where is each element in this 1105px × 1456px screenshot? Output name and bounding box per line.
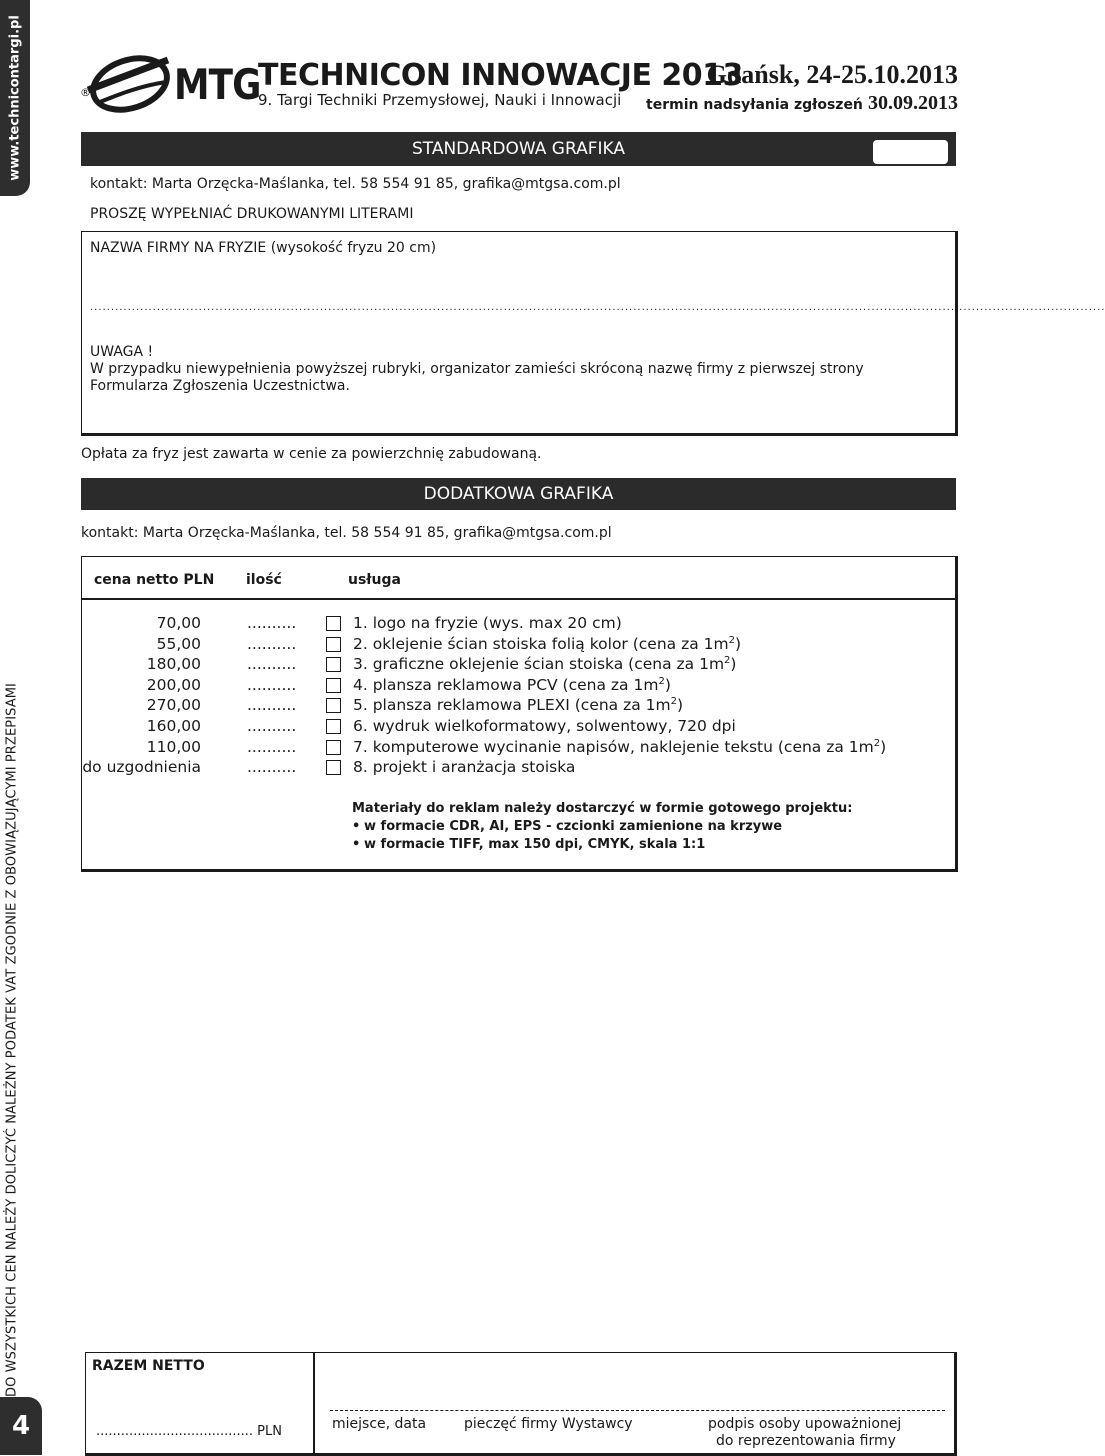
- service-checkbox[interactable]: [326, 719, 341, 734]
- service-price: 160,00: [146, 717, 201, 735]
- service-text: 7. komputerowe wycinanie napisów, naklejenie tekstu (cena za 1m: [353, 737, 874, 756]
- registered-mark: ®: [80, 86, 91, 99]
- service-price: 180,00: [146, 655, 201, 674]
- col-price-header: cena netto PLN: [94, 572, 215, 588]
- additional-contact: kontakt: Marta Orzęcka-Maślanka, tel. 58 554 91 85, grafika@mtgsa.com.pl: [81, 525, 612, 541]
- service-checkbox[interactable]: [326, 698, 341, 713]
- service-label: [353, 738, 886, 756]
- mtg-logo-icon: [80, 52, 172, 116]
- service-checkbox[interactable]: [326, 760, 341, 775]
- service-checkbox[interactable]: [326, 616, 341, 631]
- service-text: 3. graficzne oklejenie ścian stoiska (cena za 1m: [353, 655, 725, 674]
- vat-note: DO WSZYSTKICH CEN NALEŻY DOLICZYĆ NALEŻNY PODATEK VAT ZGODNIE Z OBOWIĄZUJĄCYMI PRZEPISAMI: [4, 683, 20, 1397]
- service-unit-exponent: 2: [728, 634, 735, 646]
- service-text: 4. plansza reklamowa PCV (cena za 1m: [353, 675, 659, 694]
- event-title: TECHNICON INNOWACJE 2013: [258, 58, 743, 93]
- service-row: [81, 614, 941, 635]
- service-text: 1. logo na fryzie (wys. max 20 cm): [353, 614, 622, 632]
- service-qty-field[interactable]: ..........: [247, 758, 297, 777]
- service-row: [81, 635, 941, 656]
- section-bar-additional: [81, 478, 956, 510]
- event-subtitle: 9. Targi Techniki Przemysłowej, Nauki i Innowacji: [258, 91, 622, 109]
- service-price: 270,00: [146, 696, 201, 715]
- section-bar-standard: [81, 132, 956, 166]
- service-text-tail: ): [730, 655, 737, 674]
- total-field[interactable]: ...................................... PLN: [96, 1424, 282, 1439]
- warning-line-2: Formularza Zgłoszenia Uczestnictwa.: [90, 378, 350, 394]
- materials-item: • w formacie TIFF, max 150 dpi, CMYK, skala 1:1: [352, 836, 852, 854]
- col-qty-header: ilość: [246, 572, 282, 588]
- service-checkbox[interactable]: [326, 637, 341, 652]
- section-title-standard: STANDARDOWA GRAFIKA: [411, 139, 625, 159]
- service-checkbox[interactable]: [326, 678, 341, 693]
- service-checkbox[interactable]: [326, 740, 341, 755]
- service-label: [353, 676, 671, 694]
- service-qty-field[interactable]: ..........: [247, 655, 297, 674]
- service-unit-exponent: 2: [658, 675, 665, 687]
- service-qty-field[interactable]: ..........: [247, 696, 297, 715]
- service-checkbox[interactable]: [326, 657, 341, 672]
- service-qty-field[interactable]: ..........: [247, 634, 297, 653]
- service-row: [81, 696, 941, 717]
- company-name-box[interactable]: [81, 231, 1105, 436]
- summary-divider: [313, 1352, 315, 1453]
- service-label: [353, 655, 736, 673]
- signature-line: [330, 1410, 945, 1411]
- service-qty-field[interactable]: ..........: [247, 675, 297, 694]
- service-unit-exponent: 2: [670, 696, 677, 708]
- stamp-label: pieczęć firmy Wystawcy: [464, 1416, 633, 1432]
- materials-note: [352, 800, 852, 854]
- service-row: [81, 758, 941, 779]
- service-label: [353, 717, 736, 735]
- services-header-divider: [81, 598, 957, 600]
- service-label: [353, 758, 575, 776]
- fee-note: Opłata za fryz jest zawarta w cenie za powierzchnię zabudowaną.: [81, 446, 542, 462]
- service-unit-exponent: 2: [724, 655, 731, 667]
- logo-text: MTG: [174, 60, 261, 109]
- company-name-field[interactable]: ...................................................................................................................................................................................................................................................: [90, 302, 1105, 313]
- service-text-tail: ): [664, 675, 671, 694]
- service-row: [81, 676, 941, 697]
- signature-label-1: podpis osoby upoważnionej: [708, 1416, 902, 1432]
- section-title-additional: DODATKOWA GRAFIKA: [423, 484, 614, 504]
- service-label: [353, 614, 622, 632]
- deadline-value: 30.09.2013: [868, 92, 958, 114]
- col-service-header: usługa: [348, 572, 401, 588]
- website-text: www.technicontargi.pl: [7, 15, 23, 181]
- service-price: 55,00: [156, 634, 201, 653]
- service-text-tail: ): [677, 696, 684, 715]
- service-qty-field[interactable]: ..........: [247, 614, 297, 632]
- total-label: RAZEM NETTO: [92, 1358, 205, 1374]
- deadline-label: termin nadsyłania zgłoszeń: [646, 97, 863, 113]
- deadline: [538, 92, 960, 115]
- signature-label-2: do reprezentowania firmy: [716, 1433, 896, 1449]
- materials-item: • w formacie CDR, AI, EPS - czcionki zamienione na krzywe: [352, 818, 852, 836]
- service-text: 5. plansza reklamowa PLEXI (cena za 1m: [353, 696, 671, 715]
- place-date-label: miejsce, data: [332, 1416, 427, 1432]
- service-text: 8. projekt i aranżacja stoiska: [353, 758, 576, 777]
- service-row: [81, 717, 941, 738]
- service-text-tail: ): [734, 634, 742, 653]
- materials-title: Materiały do reklam należy dostarczyć w formie gotowego projektu:: [352, 801, 853, 816]
- service-text: 6. wydruk wielkoformatowy, solwentowy, 720 dpi: [353, 717, 736, 735]
- service-qty-field[interactable]: ..........: [247, 737, 297, 756]
- print-instruction: PROSZĘ WYPEŁNIAĆ DRUKOWANYMI LITERAMI: [90, 206, 414, 222]
- company-name-label: NAZWA FIRMY NA FRYZIE (wysokość fryzu 20 cm): [90, 240, 437, 256]
- warning-line-1: W przypadku niewypełnienia powyższej rubryki, organizator zamieści skróconą nazwę firmy z pierwszej strony: [90, 361, 864, 377]
- service-label: [353, 635, 741, 653]
- service-price: 110,00: [146, 737, 201, 756]
- service-text: 2. oklejenie ścian stoiska folią kolor (cena za 1m: [353, 634, 729, 653]
- standard-contact: kontakt: Marta Orzęcka-Maślanka, tel. 58 554 91 85, grafika@mtgsa.com.pl: [90, 176, 621, 192]
- service-price: 70,00: [156, 614, 201, 632]
- warning-title: UWAGA !: [90, 344, 154, 360]
- event-city-date: Gdańsk, 24-25.10.2013: [706, 60, 958, 89]
- service-unit-exponent: 2: [873, 737, 881, 749]
- service-price: 200,00: [146, 675, 201, 694]
- service-qty-field[interactable]: ..........: [247, 717, 297, 735]
- form-code-box: [873, 140, 948, 164]
- page-number: 4: [0, 1397, 42, 1455]
- service-text-tail: ): [880, 737, 887, 756]
- service-price: do uzgodnienia: [82, 758, 201, 777]
- service-row: [81, 738, 941, 759]
- service-label: [353, 696, 683, 714]
- service-row: [81, 655, 941, 676]
